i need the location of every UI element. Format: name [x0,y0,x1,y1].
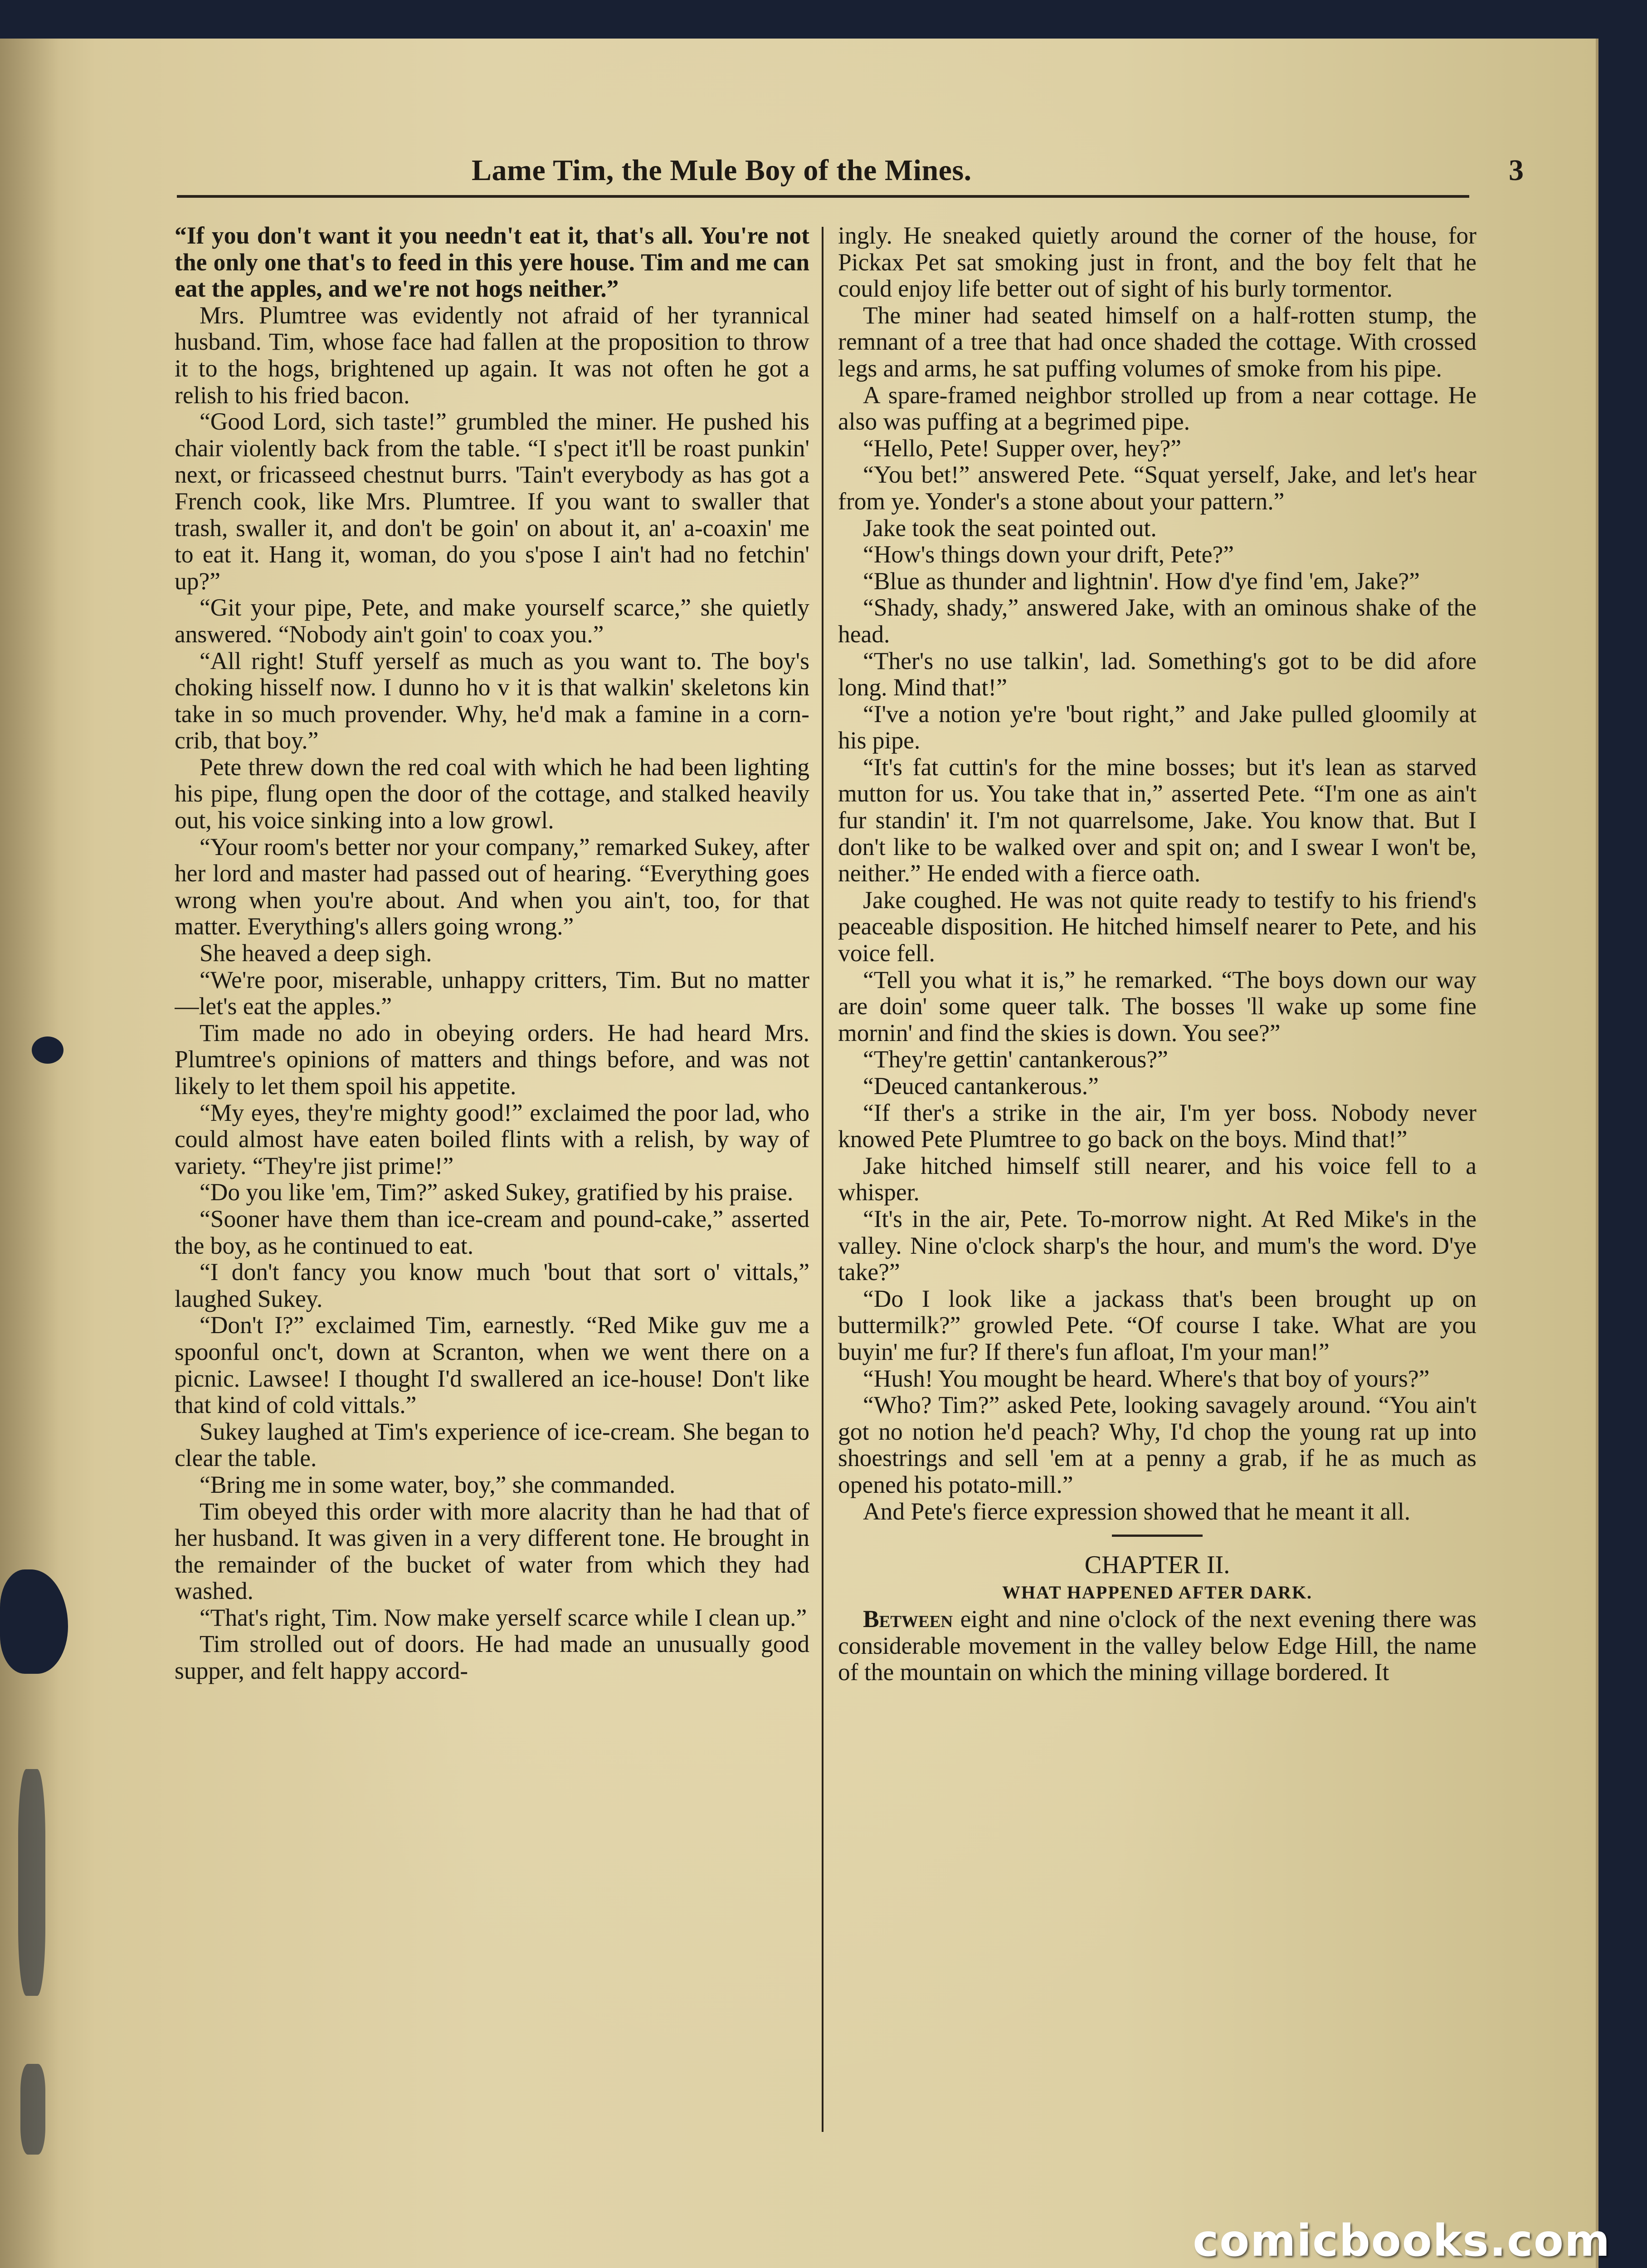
paragraph: “All right! Stuff yerself as much as you want to. The boy's choking hisself now. I dunno ho v it is that walkin' skeletons kin take in so much provender. Why, he'd mak a famine in a corn-crib, that boy.” [175,647,809,754]
paragraph: “Good Lord, sich taste!” grumbled the miner. He pushed his chair violently back from the table. “I s'pect it'll be roast punkin' next, or fricasseed chestnut burrs. 'Tain't everybody as has got a French cook, like Mrs. Plumtree. If you want to swaller that trash, swaller it, and don't be goin' on about it, an' a-coaxin' me to eat it. Hang it, woman, do you s'pose I ain't had no fetchin' up?” [175,408,809,595]
left-column [175,222,809,2136]
paragraph: “It's in the air, Pete. To-morrow night. At Red Mike's in the valley. Nine o'clock sharp's the hour, and mum's the word. D'ye take?” [838,1205,1476,1286]
paragraph: “Git your pipe, Pete, and make yourself scarce,” she quietly answered. “Nobody ain't goin' to coax you.” [175,594,809,648]
paragraph: “Tell you what it is,” he remarked. “The boys down our way are doin' some queer talk. The bosses 'll wake up some fine mornin' and find the skies is down. You see?” [838,966,1476,1046]
paragraph: Tim obeyed this order with more alacrity than he had that of her husband. It was given in a very different tone. He brought in the remainder of the bucket of water from which they had washed. [175,1497,809,1605]
paragraph: Jake coughed. He was not quite ready to testify to his friend's peaceable disposition. He hitched himself nearer to Pete, and his voice fell. [838,886,1476,967]
paragraph: “Your room's better nor your company,” remarked Sukey, after her lord and master had passed out of hearing. “Everything goes wrong when you're about. And when you ain't, too, for that matter. Everything's allers going wrong.” [175,833,809,940]
paragraph: “I've a notion ye're 'bout right,” and Jake pulled gloomily at his pipe. [838,700,1476,754]
binding-tear [20,2064,45,2155]
paragraph: “Ther's no use talkin', lad. Something's got to be did afore long. Mind that!” [838,647,1476,701]
paragraph: “You bet!” answered Pete. “Squat yerself, Jake, and let's hear from ye. Yonder's a stone about your pattern.” [838,461,1476,515]
paragraph: “They're gettin' cantankerous?” [863,1046,1168,1073]
binding-tear [18,1769,45,1996]
column-divider [822,227,824,2132]
header-rule [177,195,1469,198]
paragraph: “Hello, Pete! Supper over, hey?” [863,434,1182,462]
paragraph: “Do you like 'em, Tim?” asked Sukey, gratified by his praise. [200,1178,794,1206]
paragraph: “Shady, shady,” answered Jake, with an ominous shake of the head. [838,594,1476,648]
paragraph: “Deuced cantankerous.” [863,1072,1099,1100]
paragraph: Jake took the seat pointed out. [863,514,1157,542]
right-column [838,222,1476,2136]
paragraph: “My eyes, they're mighty good!” exclaimed the poor lad, who could almost have eaten boiled flints with a relish, by way of variety. “They're jist prime!” [175,1099,809,1179]
paragraph: Tim strolled out of doors. He had made an unusually good supper, and felt happy accord- [175,1630,809,1685]
paragraph: “Do I look like a jackass that's been brought up on buttermilk?” growled Pete. “Of course I take. What are you buyin' me fur? If there's fun afloat, I'm your man!” [838,1285,1476,1365]
paragraph: Tim made no ado in obeying orders. He had heard Mrs. Plumtree's opinions of matters and things before, and was not likely to let them spoil his appetite. [175,1019,809,1100]
paragraph: “Sooner have them than ice-cream and pound-cake,” asserted the boy, as he continued to eat. [175,1205,809,1259]
paragraph: “Bring me in some water, boy,” she commanded. [200,1471,676,1498]
running-header [163,153,1524,208]
site-watermark: comicbooks.com [1193,2215,1611,2266]
paragraph: Jake hitched himself still nearer, and his voice fell to a whisper. [838,1152,1476,1206]
running-title: Lame Tim, the Mule Boy of the Mines. [472,154,972,187]
paragraph: “That's right, Tim. Now make yerself scarce while I clean up.” [200,1603,807,1631]
section-rule [1112,1535,1203,1537]
paragraph: “I don't fancy you know much 'bout that sort o' vittals,” laughed Sukey. [175,1258,809,1312]
page-number: 3 [1509,154,1524,187]
paragraph: “If ther's a strike in the air, I'm yer boss. Nobody never knowed Pete Plumtree to go back on the boys. Mind that!” [838,1099,1476,1153]
binding-hole [32,1036,63,1064]
paragraph: “It's fat cuttin's for the mine bosses; but it's lean as starved mutton for us. You take that in,” asserted Pete. “I'm one as ain't fur standin' it. I'm not quarrelsome, Jake. You know that. But I don't like to be walked over and spit on; and I swear I won't be, neither.” He ended with a fierce oath. [838,753,1476,887]
paragraph: A spare-framed neighbor strolled up from a near cottage. He also was puffing at a begrimed pipe. [838,381,1476,435]
paragraph: “Hush! You mought be heard. Where's that boy of yours?” [863,1364,1430,1392]
chapter-opening-word: Between [863,1605,953,1633]
paragraph: Sukey laughed at Tim's experience of ice-cream. She began to clear the table. [175,1418,809,1472]
paragraph: “Blue as thunder and lightnin'. How d'ye find 'em, Jake?” [863,567,1420,595]
paragraph: “Who? Tim?” asked Pete, looking savagely around. “You ain't got no notion he'd peach? Why, I'd chop the young rat up into shoestrings and sell 'em at a penny a grab, if he as much as opened his potato-mill.” [838,1391,1476,1498]
paragraph: “We're poor, miserable, unhappy critters, Tim. But no matter—let's eat the apples.” [175,966,809,1020]
paragraph: The miner had seated himself on a half-rotten stump, the remnant of a tree that had once shaded the cottage. With crossed legs and arms, he sat puffing volumes of smoke from his pipe. [838,301,1476,382]
paragraph: Mrs. Plumtree was evidently not afraid of her tyrannical husband. Tim, whose face had fallen at the proposition to throw it to the hogs, brightened up again. It was not often he got a relish to his fried bacon. [175,301,809,409]
paragraph: “If you don't want it you needn't eat it, that's all. You're not the only one that's to feed in this yere house. Tim and me can eat the apples, and we're not hogs neither.” [175,222,809,303]
paragraph: Pete threw down the red coal with which he had been lighting his pipe, flung open the door of the cottage, and stalked heavily out, his voice sinking into a low growl. [175,753,809,834]
chapter-opening-text: eight and nine o'clock of the next evening there was considerable movement in the valley below Edge Hill, the name of the mountain on which the mining village bordered. It [838,1605,1476,1686]
paragraph: ingly. He sneaked quietly around the corner of the house, for Pickax Pet sat smoking just in front, and the boy felt that he could enjoy life better out of sight of his burly tormentor. [838,222,1476,303]
paragraph: She heaved a deep sigh. [200,939,432,967]
chapter-subtitle: WHAT HAPPENED AFTER DARK. [1002,1582,1313,1603]
chapter-title: CHAPTER II. [1084,1551,1230,1579]
paragraph: “How's things down your drift, Pete?” [863,541,1234,568]
paragraph: And Pete's fierce expression showed that he meant it all. [863,1497,1411,1525]
paragraph: “Don't I?” exclaimed Tim, earnestly. “Red Mike guv me a spoonful onc't, down at Scranton, when we went there on a picnic. Lawsee! I thought I'd swallered an ice-house! Don't like that kind of cold vittals.” [175,1311,809,1419]
chapter-opening-paragraph [838,1606,1476,1686]
